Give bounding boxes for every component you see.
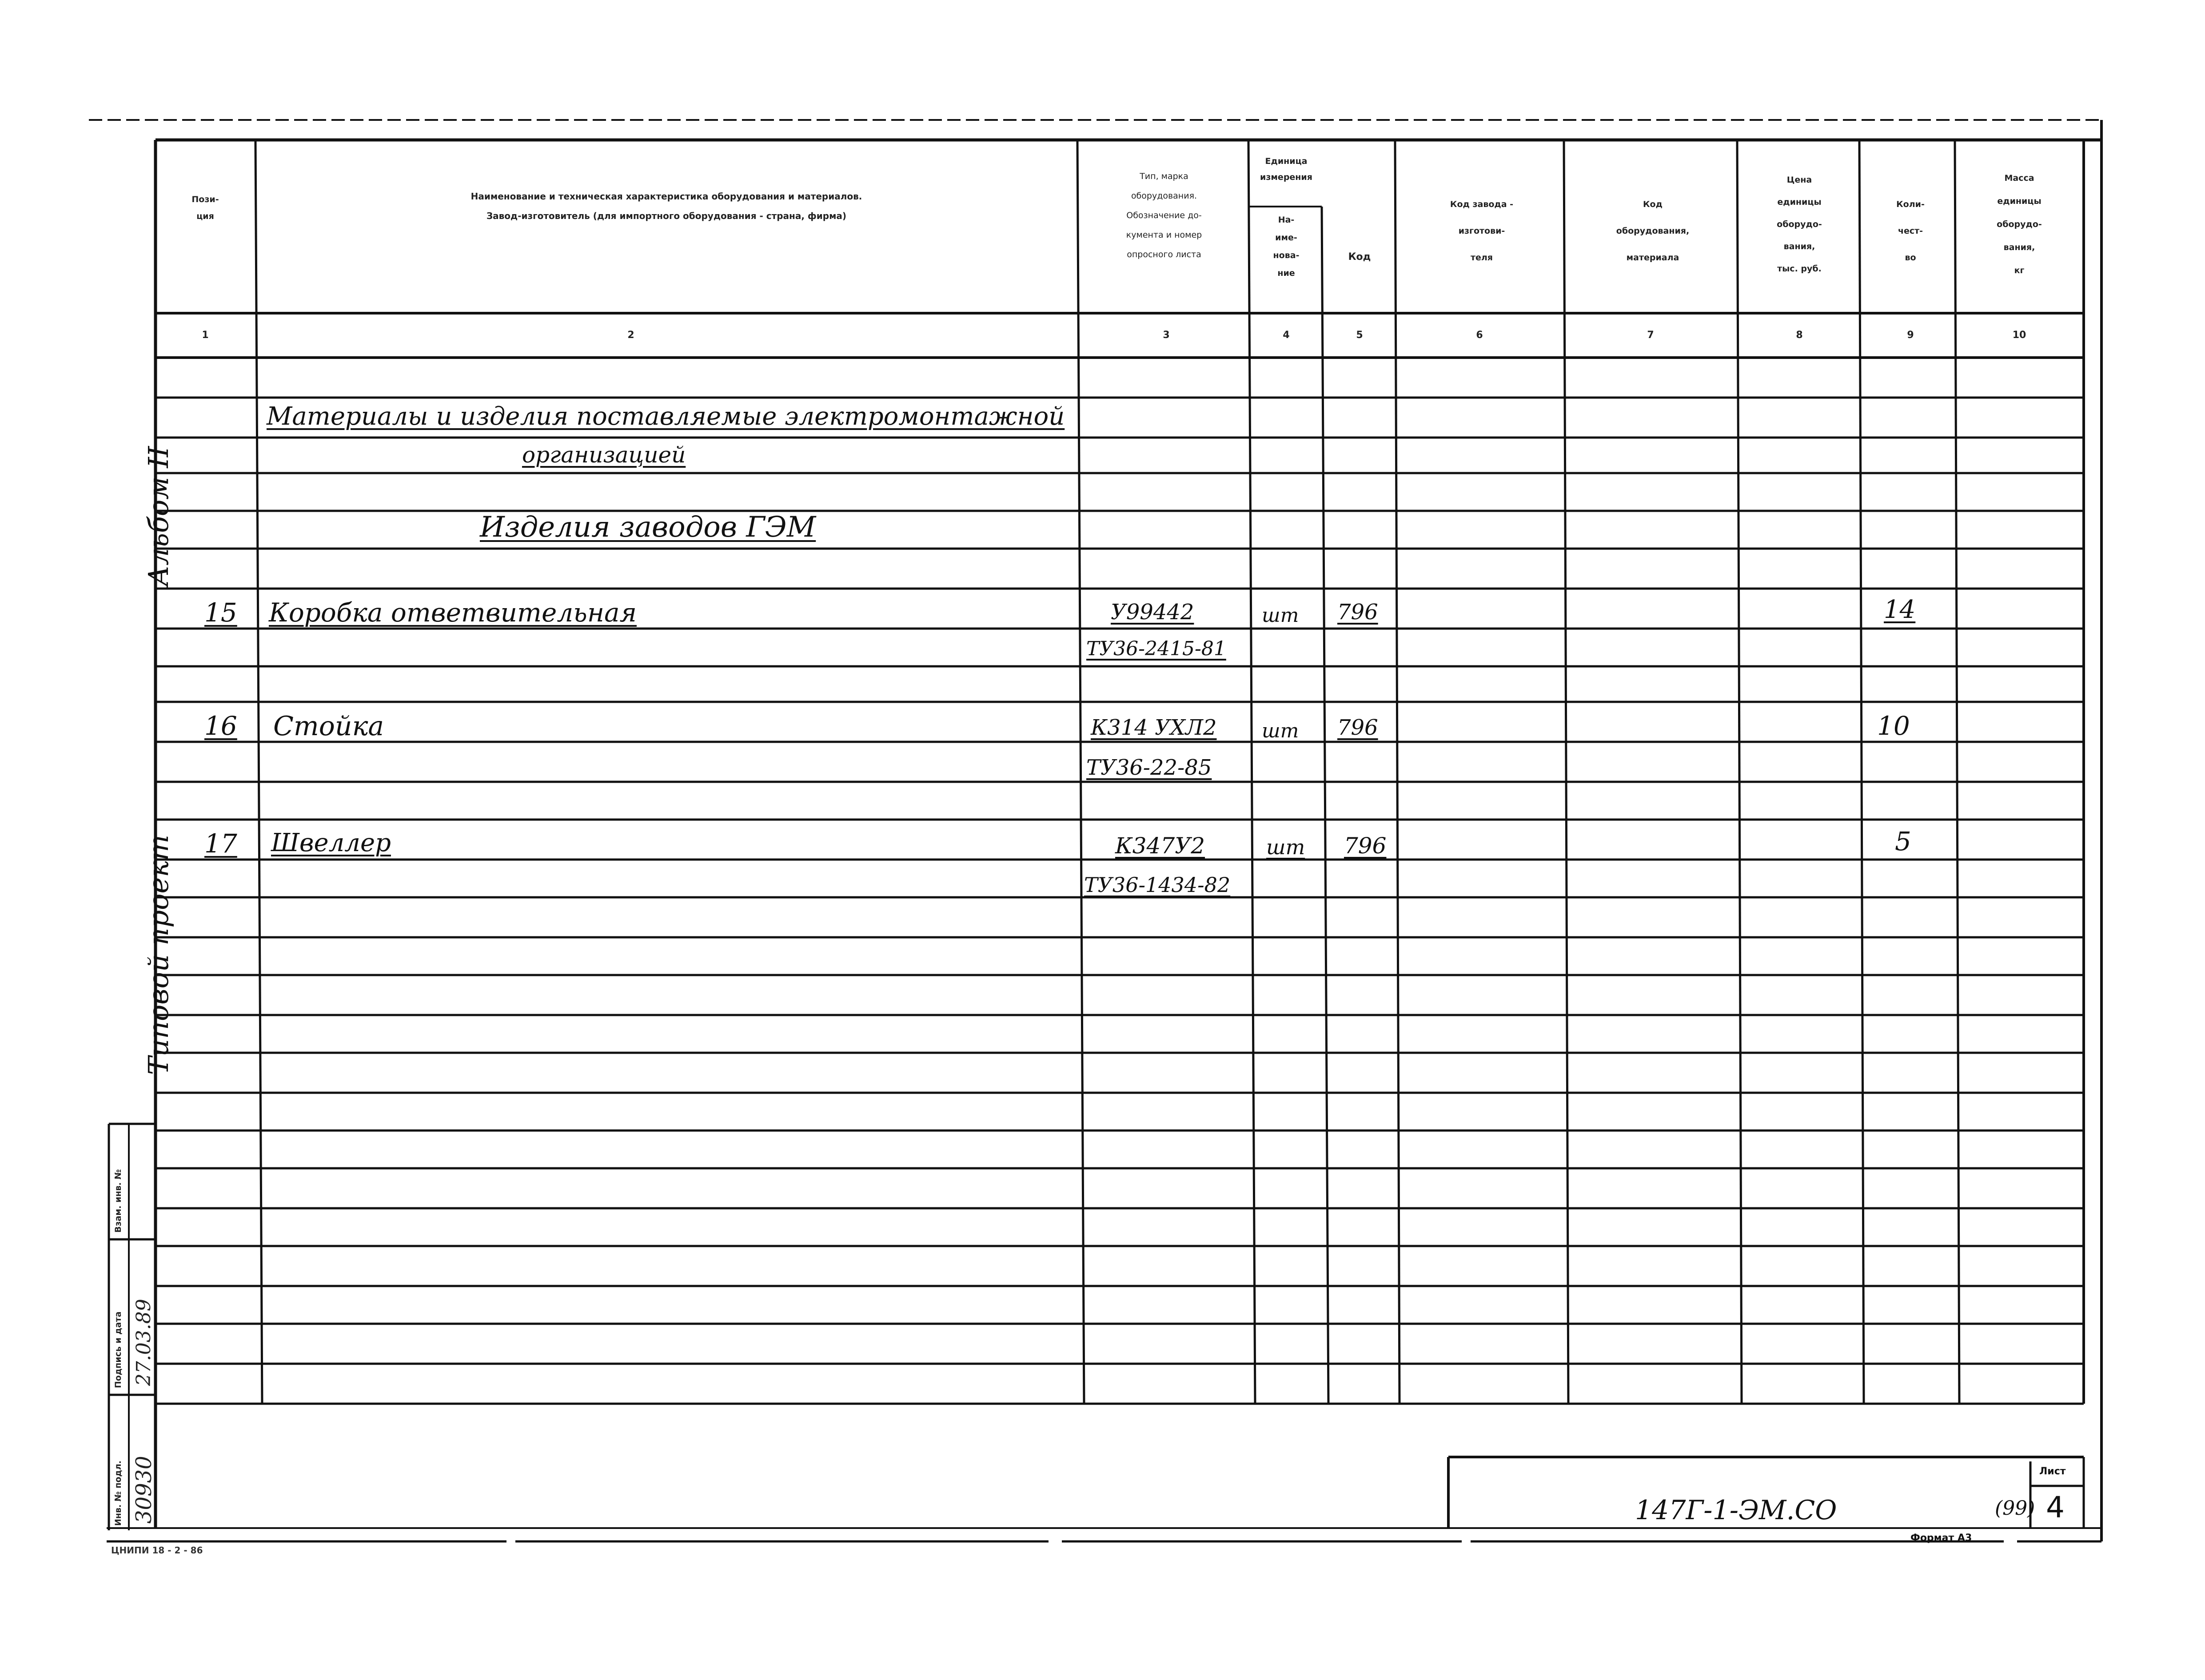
column-number: 1 xyxy=(202,330,209,341)
row-quantity: 5 xyxy=(1895,826,1911,856)
section-subheading: Изделия заводов ГЭМ xyxy=(480,511,816,544)
column-number: 9 xyxy=(1907,330,1914,341)
row-unit-code: 796 xyxy=(1337,715,1378,740)
header-position: Пози- ция xyxy=(191,195,219,221)
stamp-inv-sub-label: Взам. инв. № xyxy=(113,1169,123,1233)
row-unit: шт xyxy=(1262,720,1299,742)
row-position: 16 xyxy=(204,711,237,741)
sheet-label: Лист xyxy=(2039,1466,2066,1477)
header-factory-code: Код завода - изготови- теля xyxy=(1450,199,1514,263)
header-name: Наименование и техническая характеристика оборудования и материалов. Завод-изготовитель (для импортного оборудования - страна, фирма) xyxy=(471,191,862,221)
stamp-inv-orig-label: Инв. № подл. xyxy=(113,1460,123,1526)
header-unit-group: Единица измерения xyxy=(1260,156,1312,182)
row-position: 15 xyxy=(204,597,237,628)
header-unit-code: Код xyxy=(1348,251,1371,263)
sheet-small-number: (99) xyxy=(1995,1497,2035,1520)
row-quantity: 10 xyxy=(1877,711,1910,741)
stamp-inv-orig-value: 30930 xyxy=(132,1456,156,1524)
section-heading: Материалы и изделия поставляемые электромонтажной xyxy=(267,402,1065,431)
row-doc: ТУ36-1434-82 xyxy=(1084,873,1231,897)
row-doc: ТУ36-2415-81 xyxy=(1086,637,1226,660)
footer-mark: ЦНИПИ 18 - 2 - 86 xyxy=(111,1545,203,1556)
paper-format: Формат А3 xyxy=(1910,1533,1972,1544)
column-number: 5 xyxy=(1356,330,1363,341)
sheet-number: 4 xyxy=(2046,1490,2065,1525)
column-number: 8 xyxy=(1796,330,1803,341)
row-unit-code: 796 xyxy=(1344,833,1387,859)
row-doc: ТУ36-22-85 xyxy=(1086,755,1212,780)
row-type: К347У2 xyxy=(1115,833,1205,859)
column-number: 7 xyxy=(1647,330,1654,341)
column-number: 6 xyxy=(1476,330,1483,341)
column-number: 2 xyxy=(627,330,634,341)
row-position: 17 xyxy=(204,828,237,859)
row-name: Стойка xyxy=(273,711,384,742)
row-unit-code: 796 xyxy=(1337,600,1378,625)
document-designation: 147Г-1-ЭМ.СО xyxy=(1635,1495,1837,1526)
album-label: Альбом II xyxy=(142,446,175,586)
row-name: Швеллер xyxy=(271,828,391,857)
row-type: У99442 xyxy=(1111,600,1194,625)
header-mass: Масса единицы оборудо- вания, кг xyxy=(1997,173,2042,275)
header-price: Цена единицы оборудо- вания, тыс. руб. xyxy=(1777,175,1822,274)
header-type: Тип, марка оборудования. Обозначение до- кумента и номер опросного листа xyxy=(1126,171,1202,259)
header-quantity: Коли- чест- во xyxy=(1896,199,1925,263)
stamp-sign-date-label: Подпись и дата xyxy=(113,1311,123,1388)
header-equipment-code: Код оборудования, материала xyxy=(1616,199,1690,263)
project-label: Типовой проект xyxy=(142,834,175,1075)
row-name: Коробка ответвительная xyxy=(269,597,637,628)
section-heading-continued: организацией xyxy=(522,442,686,468)
column-number: 4 xyxy=(1283,330,1290,341)
column-number: 3 xyxy=(1163,330,1170,341)
row-quantity: 14 xyxy=(1884,595,1916,624)
row-type: К314 УХЛ2 xyxy=(1091,715,1217,740)
column-number: 10 xyxy=(2012,330,2026,341)
header-unit-name: На- име- нова- ние xyxy=(1273,215,1300,278)
row-unit: шт xyxy=(1266,835,1305,859)
row-unit: шт xyxy=(1262,604,1299,627)
stamp-sign-date-value: 27.03.89 xyxy=(132,1299,155,1386)
